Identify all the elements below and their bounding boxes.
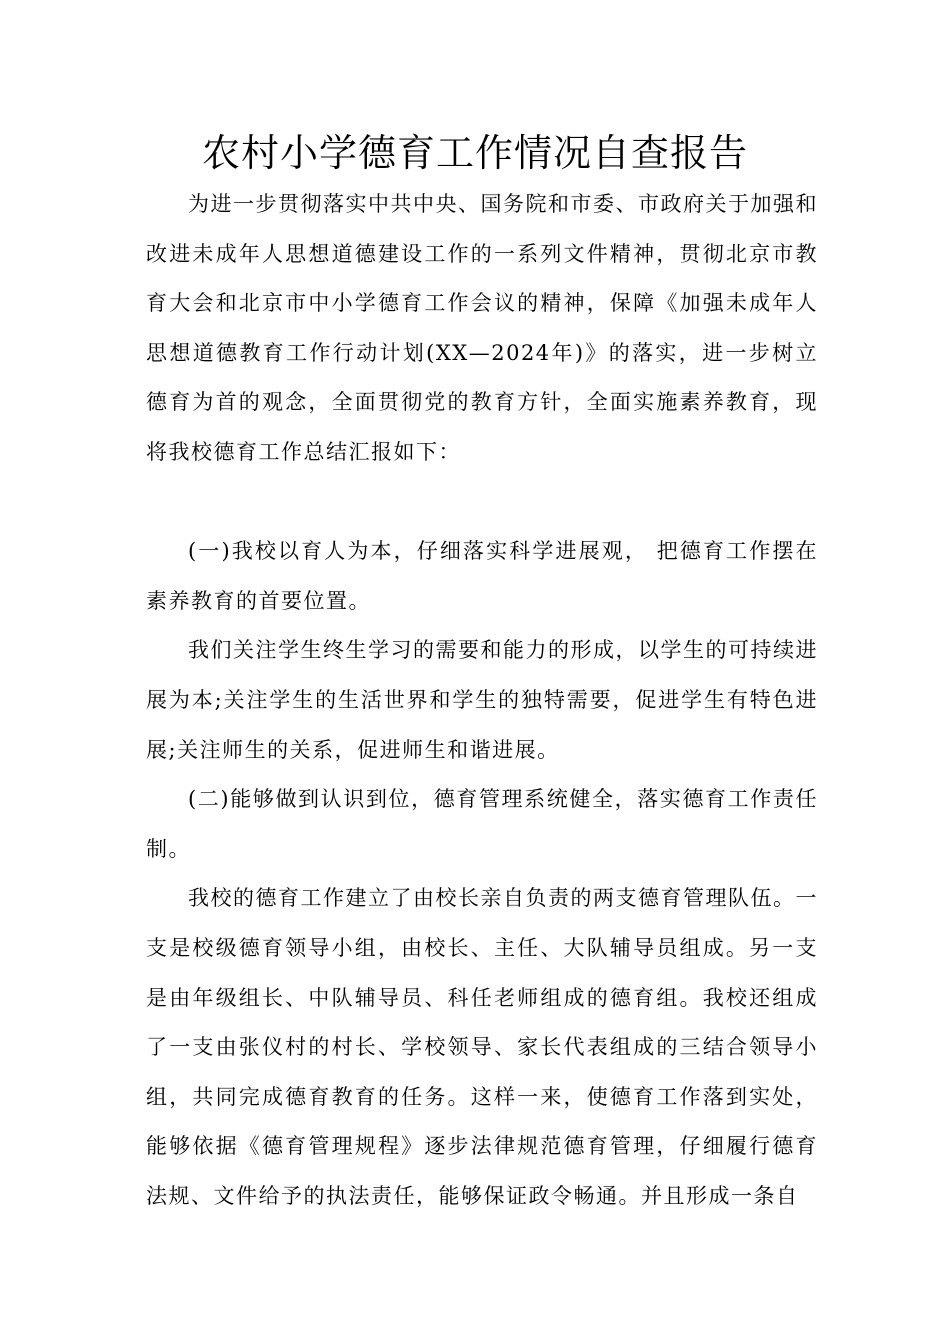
paragraph-section-2-heading: (二)能够做到认识到位，德育管理系统健全，落实德育工作责任制。	[146, 787, 818, 861]
paragraph-section-1-heading: (一)我校以育人为本，仔细落实科学进展观， 把德育工作摆在素养教育的首要位置。	[146, 539, 818, 613]
paragraph-intro: 为进一步贯彻落实中共中央、国务院和市委、市政府关于加强和改进未成年人思想道德建设工作的一系列文件精神，贯彻北京市教育大会和北京市中小学德育工作会议的精神，保障《加强未成年人思想道德教育工作行动计划(XX—2024年)》的落实，进一步树立德育为首的观念，全面贯彻党的教育方针，全面实施素养教育，现将我校德育工作总结汇报如下：	[146, 192, 818, 464]
paragraph-section-1-body: 我们关注学生终生学习的需要和能力的形成，以学生的可持续进展为本;关注学生的生活世界和学生的独特需要，促进学生有特色进展;关注师生的关系，促进师生和谐进展。	[146, 638, 818, 762]
paragraph-section-2-body: 我校的德育工作建立了由校长亲自负责的两支德育管理队伍。一支是校级德育领导小组，由校长、主任、大队辅导员组成。另一支是由年级组长、中队辅导员、科任老师组成的德育组。我校还组成了一支由张仪村的村长、学校领导、家长代表组成的三结合领导小组，共同完成德育教育的任务。这样一来，使德育工作落到实处，能够依据《德育管理规程》逐步法律规范德育管理，仔细履行德育法规、文件给予的执法责任，能够保证政令畅通。并且形成一条自	[146, 886, 818, 1208]
blank-line	[146, 478, 818, 528]
document-title: 农村小学德育工作情况自查报告	[201, 131, 748, 175]
document-body	[146, 180, 818, 1221]
